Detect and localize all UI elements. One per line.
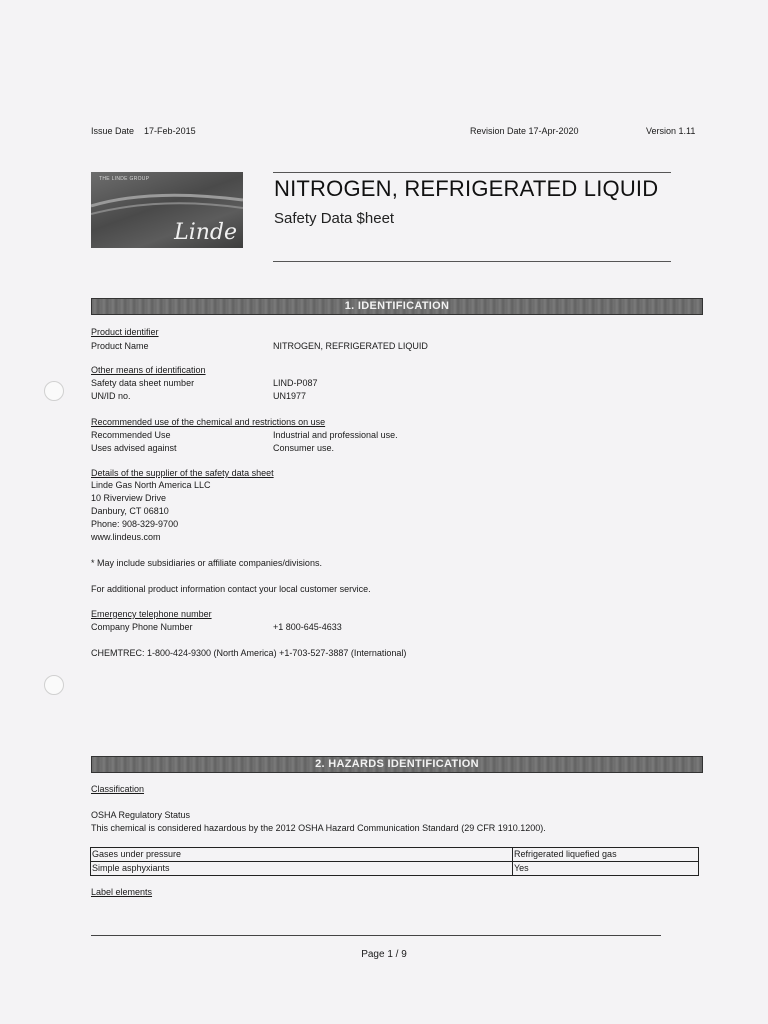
document-subtitle: Safety Data $heet <box>274 210 395 227</box>
supplier-website: www.lindeus.com <box>91 532 161 542</box>
unid-label: UN/ID no. <box>91 391 131 401</box>
footer-rule <box>91 935 661 936</box>
section-1-heading: 1. IDENTIFICATION <box>91 298 703 315</box>
classification-heading: Classification <box>91 784 145 794</box>
revision-date: Revision Date 17-Apr-2020 <box>470 126 579 136</box>
table-cell-value: Refrigerated liquefied gas <box>513 848 699 862</box>
additional-info-note: For additional product information contact your local customer service. <box>91 584 371 594</box>
recommended-use-label: Recommended Use <box>91 430 171 440</box>
logo-brand: Linde <box>174 220 237 245</box>
unid-value: UN1977 <box>273 391 307 401</box>
supplier-line: Phone: 908-329-9700 <box>91 519 179 529</box>
document-title: NITROGEN, REFRIGERATED LIQUID <box>274 176 659 201</box>
punch-hole-bottom <box>44 675 64 695</box>
recommended-use-heading: Recommended use of the chemical and restrictions on use <box>91 417 326 427</box>
page-number: Page 1 / 9 <box>361 949 407 960</box>
classification-table <box>90 847 699 876</box>
company-phone-label: Company Phone Number <box>91 622 193 632</box>
supplier-line: Danbury, CT 06810 <box>91 506 169 516</box>
osha-status-label: OSHA Regulatory Status <box>91 810 191 820</box>
supplier-line: 10 Riverview Drive <box>91 493 167 503</box>
other-means-heading: Other means of identification <box>91 365 206 375</box>
section-2-heading: 2. HAZARDS IDENTIFICATION <box>91 756 703 773</box>
title-rule-bottom <box>273 261 671 262</box>
issue-date-value: 17-Feb-2015 <box>144 126 196 136</box>
emergency-heading: Emergency telephone number <box>91 609 212 619</box>
company-phone-value: +1 800-645-4633 <box>273 622 342 632</box>
version: Version 1.11 <box>646 126 696 136</box>
uses-against-label: Uses advised against <box>91 443 177 453</box>
punch-hole-top <box>44 381 64 401</box>
table-row <box>91 848 699 862</box>
issue-date-label: Issue Date <box>91 126 135 136</box>
table-cell-label: Gases under pressure <box>91 848 513 862</box>
subsidiaries-note: * May include subsidiaries or affiliate companies/divisions. <box>91 558 322 568</box>
product-identifier-heading: Product identifier <box>91 327 159 337</box>
title-rule-top <box>273 172 671 173</box>
table-cell-label: Simple asphyxiants <box>91 862 513 876</box>
product-name-label: Product Name <box>91 341 149 351</box>
sds-number-value: LIND-P087 <box>273 378 318 388</box>
chemtrec-line: CHEMTREC: 1-800-424-9300 (North America) +1-703-527-3887 (International) <box>91 648 407 658</box>
linde-logo <box>91 172 243 248</box>
osha-status-text: This chemical is considered hazardous by the 2012 OSHA Hazard Communication Standard (29 CFR 1910.1200). <box>91 823 546 833</box>
supplier-heading: Details of the supplier of the safety data sheet <box>91 468 274 478</box>
logo-group-text: THE LINDE GROUP <box>99 176 150 182</box>
supplier-line: Linde Gas North America LLC <box>91 480 211 490</box>
issue-date <box>91 126 196 136</box>
table-row <box>91 862 699 876</box>
uses-against-value: Consumer use. <box>273 443 335 453</box>
recommended-use-value: Industrial and professional use. <box>273 430 398 440</box>
product-name-value: NITROGEN, REFRIGERATED LIQUID <box>273 341 428 351</box>
table-cell-value: Yes <box>513 862 699 876</box>
label-elements-heading: Label elements <box>91 887 153 897</box>
sds-number-label: Safety data sheet number <box>91 378 195 388</box>
